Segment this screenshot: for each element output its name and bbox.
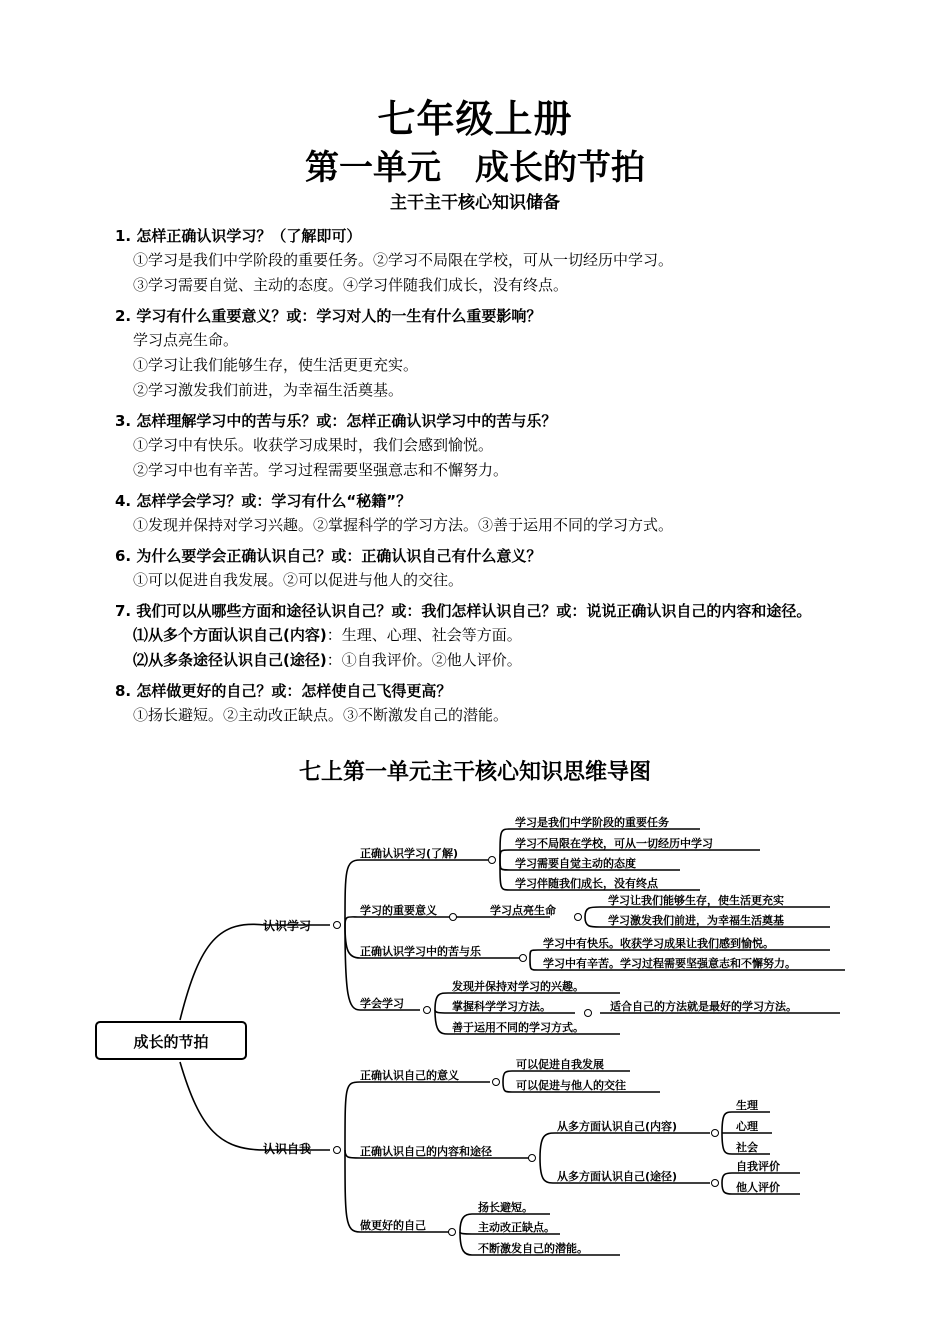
answer-line: ③学习需要自觉、主动的态度。④学习伴随我们成长，没有终点。 — [133, 276, 569, 294]
leaf: 可以促进自我发展 — [516, 1058, 604, 1071]
leaf: 生理 — [736, 1099, 758, 1112]
edge — [540, 1133, 710, 1158]
leaf: 主动改正缺点。 — [478, 1221, 555, 1234]
leaf: 心理 — [736, 1120, 758, 1133]
question: 4. 怎样学会学习？或：学习有什么“秘籍”？ — [115, 492, 412, 510]
root-node: 成长的节拍 — [133, 1033, 209, 1051]
leaf: 可以促进与他人的交往 — [516, 1079, 626, 1092]
answer-line — [0, 623, 950, 648]
leaf: 社会 — [736, 1141, 758, 1154]
leaf: 自我评价 — [736, 1160, 780, 1173]
node: 正确认识自己的内容和途径 — [360, 1145, 492, 1158]
answer-line: ①学习中有快乐。收获学习成果时，我们会感到愉悦。 — [133, 436, 494, 454]
answer-line — [0, 648, 950, 673]
question: 3. 怎样理解学习中的苦与乐？或：怎样正确认识学习中的苦与乐？ — [115, 412, 557, 430]
node: 做更好的自己 — [360, 1219, 426, 1232]
qa-item-3 — [0, 409, 950, 483]
question: 2. 学习有什么重要意义？或：学习对人的一生有什么重要影响？ — [115, 307, 542, 325]
node: 正确认识学习中的苦与乐 — [360, 945, 481, 958]
leaf: 学习中有辛苦。学习过程需要坚强意志和不懈努力。 — [543, 957, 796, 970]
answer-bold: ⑵从多条途径认识自己(途径) — [133, 651, 327, 669]
question: 7. 我们可以从哪些方面和途径认识自己？或：我们怎样认识自己？或：说说正确认识自己的内容和途径。 — [115, 602, 812, 620]
leaf: 学习激发我们前进，为幸福生活奠基 — [608, 914, 784, 927]
leaf: 不断激发自己的潜能。 — [478, 1242, 588, 1255]
node: 正确认识学习(了解) — [360, 847, 459, 860]
answer-line: ①学习让我们能够生存，使生活更更充实。 — [133, 356, 419, 374]
mindmap-title: 七上第一单元主干核心知识思维导图 — [298, 760, 651, 785]
answer-rest: ：①自我评价。②他人评价。 — [326, 651, 522, 669]
answer-line: ②学习激发我们前进，为幸福生活奠基。 — [133, 381, 404, 399]
unit-title: 第一单元 成长的节拍 — [305, 148, 645, 188]
leaf: 学习不局限在学校，可从一切经历中学习 — [515, 837, 713, 850]
node: 学会学习 — [360, 997, 404, 1010]
edge — [345, 1082, 490, 1150]
node: 从多方面认识自己(内容) — [557, 1120, 678, 1133]
node: 学习的重要意义 — [360, 904, 437, 917]
node: 学习点亮生命 — [490, 904, 556, 917]
qa-item-1 — [0, 224, 950, 298]
node: 从多方面认识自己(途径) — [557, 1170, 678, 1183]
leaf: 适合自己的方法就是最好的学习方法。 — [610, 1000, 797, 1013]
branch-learning: 认识学习 — [263, 919, 312, 933]
leaf: 学习需要自觉主动的态度 — [515, 857, 636, 870]
leaf: 学习中有快乐。收获学习成果让我们感到愉悦。 — [543, 937, 774, 950]
leaf: 学习让我们能够生存，使生活更充实 — [608, 894, 784, 907]
answer-rest: ：生理、心理、社会等方面。 — [326, 626, 522, 644]
leaf: 学习是我们中学阶段的重要任务 — [515, 816, 669, 829]
leaf: 发现并保持对学习的兴趣。 — [452, 980, 584, 993]
answer-line: ①学习是我们中学阶段的重要任务。②学习不局限在学校，可从一切经历中学习。 — [133, 251, 674, 269]
leaf: 他人评价 — [736, 1181, 780, 1194]
node: 正确认识自己的意义 — [360, 1069, 459, 1082]
branch-self: 认识自我 — [263, 1142, 312, 1156]
leaf: 善于运用不同的学习方式。 — [452, 1021, 584, 1034]
qa-list — [0, 218, 950, 728]
qa-item-4 — [0, 489, 950, 538]
answer-line: ①扬长避短。②主动改正缺点。③不断激发自己的潜能。 — [133, 706, 509, 724]
edge — [345, 917, 550, 925]
edge — [180, 924, 330, 1020]
qa-item-8 — [0, 679, 950, 728]
question: 1. 怎样正确认识学习？（了解即可） — [115, 227, 362, 245]
qa-item-6 — [0, 544, 950, 593]
qa-item-2 — [0, 304, 950, 403]
answer-line: 学习点亮生命。 — [133, 331, 239, 349]
qa-item-7 — [0, 599, 950, 673]
answer-line: ①可以促进自我发展。②可以促进与他人的交往。 — [133, 571, 464, 589]
answer-line: ②学习中也有辛苦。学习过程需要坚强意志和不懈努力。 — [133, 461, 509, 479]
section-subtitle: 主干主干核心知识储备 — [390, 193, 560, 213]
mindmap — [0, 800, 950, 1270]
question: 6. 为什么要学会正确认识自己？或：正确认识自己有什么意义？ — [115, 547, 542, 565]
question: 8. 怎样做更好的自己？或：怎样使自己飞得更高？ — [115, 682, 452, 700]
page-title: 七年级上册 — [377, 97, 573, 141]
leaf: 掌握科学学习方法。 — [452, 1000, 551, 1013]
leaf: 学习伴随我们成长，没有终点 — [515, 877, 658, 890]
edge — [180, 1062, 330, 1150]
leaf: 扬长避短。 — [478, 1201, 533, 1214]
answer-line: ①发现并保持对学习兴趣。②掌握科学的学习方法。③善于运用不同的学习方式。 — [133, 516, 674, 534]
answer-bold: ⑴从多个方面认识自己(内容) — [133, 626, 327, 644]
